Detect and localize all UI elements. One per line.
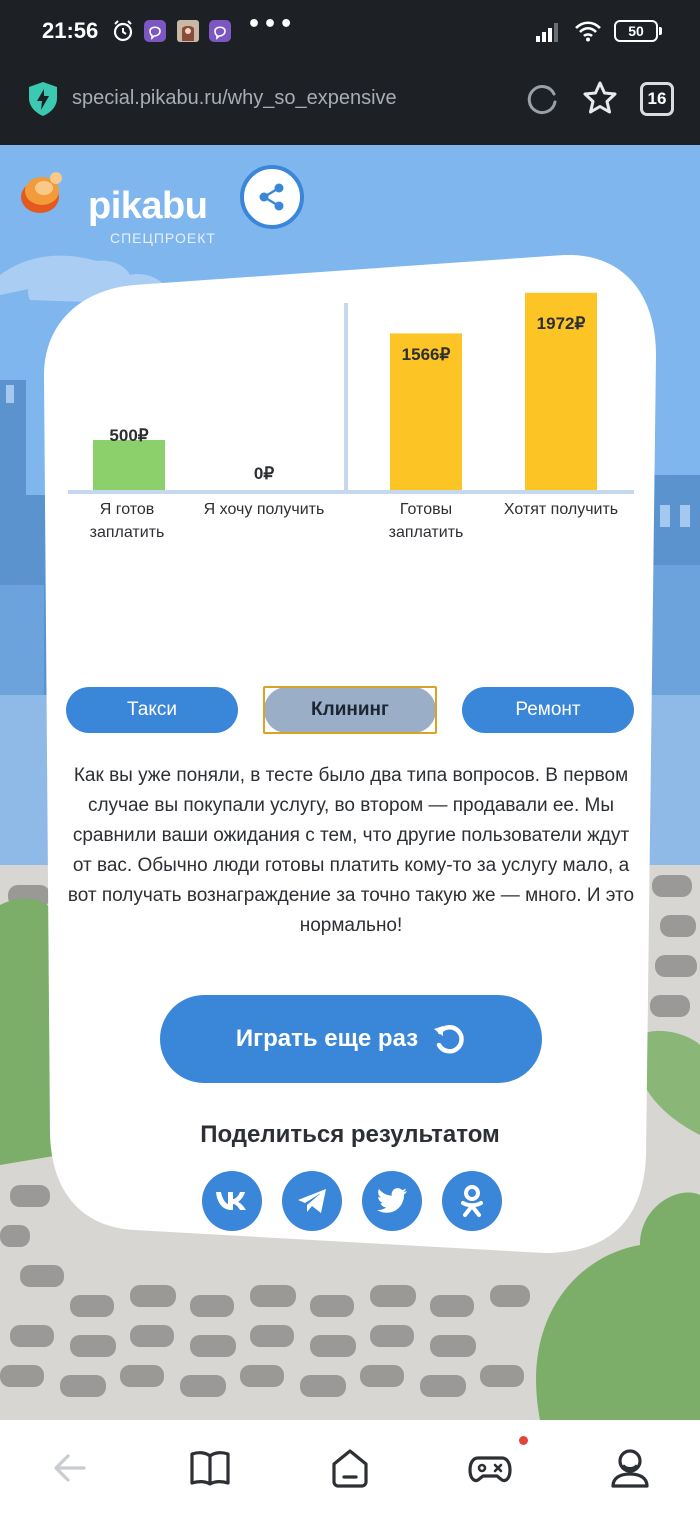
share-button[interactable] — [240, 165, 304, 229]
status-bar — [0, 0, 700, 60]
logo-subtitle: СПЕЦПРОЕКТ — [110, 230, 216, 246]
profile-icon[interactable] — [608, 1446, 652, 1490]
signal-icon — [536, 20, 562, 42]
bookmarks-icon[interactable] — [188, 1446, 232, 1490]
logo-text: pikabu — [88, 185, 208, 227]
category-label: Хотят получить — [503, 501, 619, 518]
twitter-icon — [376, 1187, 408, 1215]
photo-icon — [176, 19, 200, 43]
pikabu-logo[interactable] — [20, 167, 220, 246]
viber-icon — [208, 19, 232, 43]
tab-cleaning[interactable]: Клининг — [264, 687, 436, 733]
notification-dot — [519, 1436, 528, 1445]
telegram-share-button[interactable] — [282, 1171, 342, 1231]
battery-icon: 50 — [614, 20, 658, 42]
result-card — [44, 255, 656, 1255]
play-again-label: Играть еще раз — [235, 1025, 419, 1052]
pikabu-logo-icon — [20, 169, 64, 215]
chart-bar — [93, 440, 165, 490]
url-text[interactable]: special.pikabu.ru/why_so_expensive — [72, 87, 397, 109]
games-icon[interactable] — [468, 1446, 512, 1490]
category-label: заплатить — [89, 524, 165, 541]
odnoklassniki-icon — [459, 1184, 485, 1218]
share-title: Поделиться результатом — [200, 1121, 500, 1148]
shield-icon[interactable] — [27, 81, 59, 117]
wifi-icon — [574, 20, 602, 42]
bar-value-label: 500₽ — [109, 426, 149, 445]
star-icon[interactable] — [582, 80, 618, 116]
home-icon[interactable] — [328, 1446, 372, 1490]
twitter-share-button[interactable] — [362, 1171, 422, 1231]
tab-taxi[interactable]: Такси — [66, 687, 238, 733]
status-time: 21:56 — [42, 18, 99, 43]
telegram-icon — [296, 1187, 328, 1215]
bar-chart — [44, 255, 656, 675]
vk-share-button[interactable] — [202, 1171, 262, 1231]
replay-icon — [432, 1022, 466, 1056]
back-icon[interactable] — [48, 1446, 92, 1490]
alarm-icon — [111, 19, 135, 43]
page-content — [0, 145, 700, 1420]
bar-value-label: 1566₽ — [401, 345, 451, 364]
share-icon — [257, 182, 287, 212]
browser-bottom-nav — [0, 1420, 700, 1517]
viber-icon — [143, 19, 167, 43]
category-tabs — [66, 687, 636, 733]
bar-value-label: 0₽ — [253, 464, 275, 483]
bar-value-label: 1972₽ — [536, 314, 586, 333]
category-label: Готовы — [399, 501, 453, 518]
vk-icon — [215, 1190, 249, 1212]
category-label: заплатить — [388, 524, 464, 541]
play-again-button[interactable] — [160, 995, 542, 1083]
more-icon: ••• — [247, 12, 296, 37]
share-buttons — [202, 1171, 502, 1231]
category-label: Я хочу получить — [203, 501, 325, 518]
browser-url-bar — [0, 60, 700, 145]
result-description: Как вы уже поняли, в тесте было два типа вопросов. В первом случае вы покупали услугу, во втором — продавали ее. Мы сравнили ваши ожидания с тем, что другие пользователи ждут от вас. Обычно люди готовы платить кому-то за услугу мало, а вот получать вознаграждение за точно такую же — много. И это нормально! — [67, 765, 635, 936]
odnoklassniki-share-button[interactable] — [442, 1171, 502, 1231]
category-label: Я готов — [99, 501, 155, 518]
reload-icon[interactable] — [526, 82, 560, 116]
tabs-counter-button[interactable]: 16 — [640, 82, 674, 116]
tab-repair[interactable]: Ремонт — [462, 687, 634, 733]
